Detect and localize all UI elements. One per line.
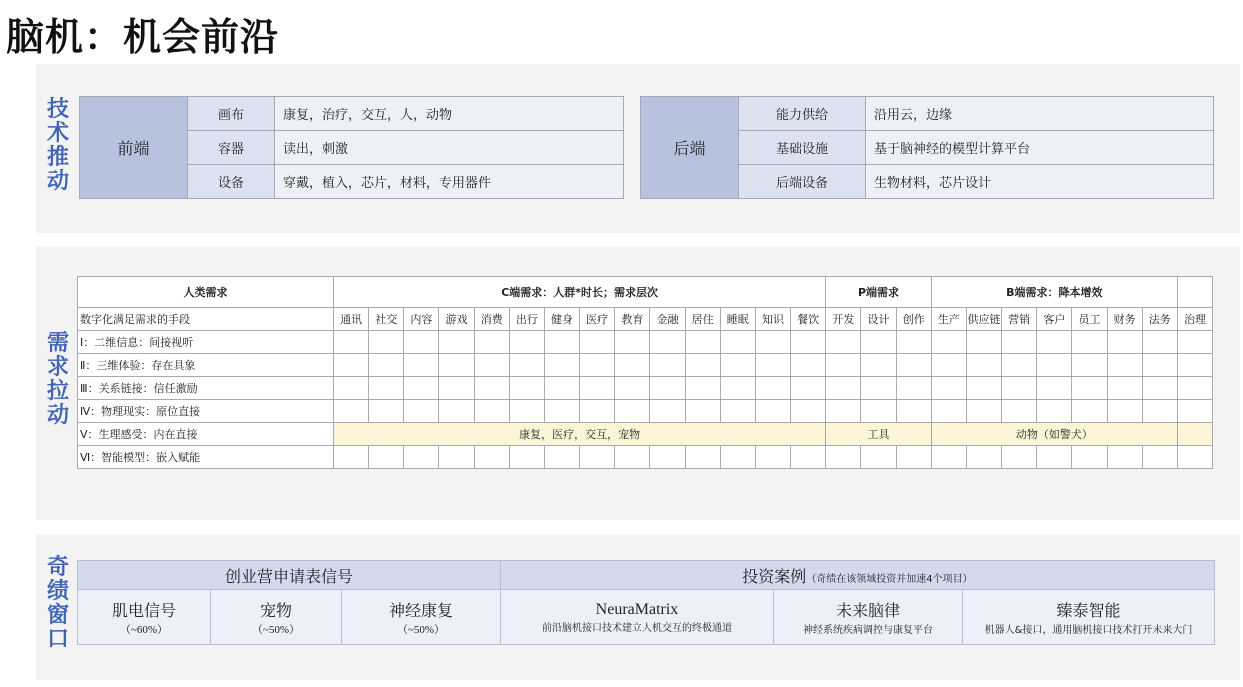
demand-row-label: Ⅴ：生理感受：内在直接: [78, 423, 334, 446]
miracle-window-label: [46, 556, 70, 652]
back-end-title: 后端: [641, 97, 739, 199]
matrix-cell: [1002, 446, 1037, 469]
demand-row-label: Ⅲ：关系链接：信任激励: [78, 377, 334, 400]
matrix-cell: [755, 354, 790, 377]
matrix-cell: [650, 354, 685, 377]
matrix-cell: [509, 377, 544, 400]
case-cell: [963, 590, 1215, 645]
matrix-cell: [1072, 354, 1107, 377]
matrix-cell: [509, 446, 544, 469]
matrix-cell: [334, 446, 369, 469]
matrix-cell: [1142, 400, 1177, 423]
front-category: 设备: [188, 165, 275, 199]
label-char: 需: [46, 331, 69, 356]
case-cell: [501, 590, 774, 645]
matrix-cell: [826, 377, 861, 400]
matrix-cell: [755, 331, 790, 354]
back-category: 能力供给: [739, 97, 866, 131]
tech-push-label: [46, 98, 70, 194]
b-side-header: B端需求：降本增效: [931, 277, 1177, 308]
tech-push-panel: [36, 64, 1240, 233]
matrix-cell: [1107, 331, 1142, 354]
matrix-cell: [544, 400, 579, 423]
matrix-cell: [791, 377, 826, 400]
p-side-header: P端需求: [826, 277, 931, 308]
matrix-cell: [791, 331, 826, 354]
means-label: 数字化满足需求的手段: [78, 308, 334, 331]
matrix-cell: [404, 446, 439, 469]
label-char: 动: [46, 169, 69, 194]
matrix-cell: [474, 331, 509, 354]
matrix-cell: [1002, 377, 1037, 400]
matrix-cell: [509, 331, 544, 354]
c-side-header: C端需求：人群*时长；需求层次: [334, 277, 826, 308]
matrix-cell: [404, 331, 439, 354]
matrix-cell: [650, 377, 685, 400]
matrix-cell: [966, 354, 1001, 377]
column-header: 通讯: [334, 308, 369, 331]
column-header: 客户: [1037, 308, 1072, 331]
matrix-cell: [580, 446, 615, 469]
matrix-cell: [404, 354, 439, 377]
matrix-cell: [1072, 331, 1107, 354]
matrix-cell: [896, 400, 931, 423]
matrix-cell: [1072, 446, 1107, 469]
matrix-cell: [1037, 446, 1072, 469]
matrix-cell: [1037, 400, 1072, 423]
matrix-cell: [580, 354, 615, 377]
label-char: 口: [46, 627, 69, 652]
matrix-cell: [369, 331, 404, 354]
matrix-cell: [755, 400, 790, 423]
column-header: 员工: [1072, 308, 1107, 331]
matrix-cell: [580, 400, 615, 423]
cases-header-cell: [501, 561, 1215, 590]
matrix-cell: [544, 354, 579, 377]
column-header: 设计: [861, 308, 896, 331]
case-cell: [774, 590, 963, 645]
matrix-cell: [404, 400, 439, 423]
matrix-cell: [404, 377, 439, 400]
matrix-cell: [650, 331, 685, 354]
matrix-cell: [1177, 446, 1212, 469]
case-name: 臻泰智能: [1056, 601, 1121, 620]
matrix-cell: [334, 377, 369, 400]
matrix-cell: [544, 446, 579, 469]
matrix-cell: [1037, 354, 1072, 377]
column-header: 教育: [615, 308, 650, 331]
signal-name: 肌电信号: [111, 600, 176, 620]
human-demand-header: 人类需求: [78, 277, 334, 308]
column-header: 创作: [896, 308, 931, 331]
matrix-cell: [1107, 400, 1142, 423]
matrix-cell: [1107, 446, 1142, 469]
demand-row-label: Ⅳ：物理现实：原位直接: [78, 400, 334, 423]
matrix-cell: [685, 331, 720, 354]
signal-cell: [78, 590, 211, 645]
matrix-cell: [1037, 331, 1072, 354]
matrix-cell: [1142, 446, 1177, 469]
label-char: 奇: [46, 555, 69, 580]
matrix-cell: [544, 331, 579, 354]
label-char: 动: [46, 403, 69, 428]
matrix-cell: [474, 400, 509, 423]
matrix-cell: [334, 400, 369, 423]
cases-note: （奇绩在该领域投资并加速4个项目）: [806, 573, 973, 585]
matrix-cell: [720, 377, 755, 400]
matrix-cell: [580, 377, 615, 400]
matrix-cell: [1072, 400, 1107, 423]
front-value: 康复，治疗，交互，人，动物: [275, 97, 624, 131]
matrix-cell: [1177, 277, 1212, 308]
matrix-cell: [650, 446, 685, 469]
column-header: 法务: [1142, 308, 1177, 331]
demand-row-label: Ⅵ：智能模型：嵌入赋能: [78, 446, 334, 469]
matrix-cell: [509, 354, 544, 377]
matrix-cell: [896, 377, 931, 400]
signal-share: （~50%）: [396, 623, 446, 636]
matrix-cell: [474, 354, 509, 377]
page-title: 脑机：机会前沿: [6, 15, 280, 59]
column-header: 财务: [1107, 308, 1142, 331]
matrix-cell: [1107, 354, 1142, 377]
matrix-cell: [1177, 354, 1212, 377]
front-end-table: [79, 96, 624, 199]
matrix-cell: [369, 446, 404, 469]
miracle-window-panel: [36, 534, 1240, 680]
column-header: 健身: [544, 308, 579, 331]
matrix-cell: [685, 400, 720, 423]
matrix-cell: [826, 331, 861, 354]
matrix-cell: [439, 354, 474, 377]
highlight-c-cell: 康复，医疗，交互，宠物: [334, 423, 826, 446]
column-header: 营销: [1002, 308, 1037, 331]
matrix-cell: [544, 377, 579, 400]
signal-cell: [342, 590, 501, 645]
matrix-cell: [720, 446, 755, 469]
demand-matrix-table: [77, 276, 1213, 469]
matrix-cell: [755, 377, 790, 400]
label-char: 技: [46, 97, 69, 122]
matrix-cell: [509, 400, 544, 423]
column-header: 治理: [1177, 308, 1212, 331]
matrix-cell: [826, 400, 861, 423]
label-char: 窗: [46, 603, 69, 628]
matrix-cell: [826, 354, 861, 377]
matrix-cell: [720, 331, 755, 354]
back-category: 后端设备: [739, 165, 866, 199]
signal-name: 宠物: [259, 600, 292, 620]
column-header: 出行: [509, 308, 544, 331]
matrix-cell: [369, 354, 404, 377]
column-header: 游戏: [439, 308, 474, 331]
matrix-cell: [580, 331, 615, 354]
matrix-cell: [439, 400, 474, 423]
matrix-cell: [966, 446, 1001, 469]
demand-row-label: Ⅱ：三维体验：存在具象: [78, 354, 334, 377]
matrix-cell: [861, 377, 896, 400]
demand-pull-label: [46, 332, 70, 428]
matrix-cell: [966, 377, 1001, 400]
highlight-p-cell: 工具: [826, 423, 931, 446]
matrix-cell: [615, 377, 650, 400]
column-header: 内容: [404, 308, 439, 331]
matrix-cell: [896, 331, 931, 354]
back-end-table: [640, 96, 1214, 199]
case-desc: 前沿脑机接口技术建立人机交互的终极通道: [542, 622, 732, 634]
signal-name: 神经康复: [388, 600, 453, 620]
signals-cases-table: [77, 560, 1215, 645]
matrix-cell: [650, 400, 685, 423]
matrix-cell: [720, 400, 755, 423]
matrix-cell: [334, 331, 369, 354]
matrix-cell: [1177, 400, 1212, 423]
column-header: 居住: [685, 308, 720, 331]
label-char: 术: [46, 121, 69, 146]
matrix-cell: [931, 331, 966, 354]
cases-header: 投资案例: [742, 566, 807, 586]
matrix-cell: [931, 354, 966, 377]
back-category: 基础设施: [739, 131, 866, 165]
matrix-cell: [1002, 400, 1037, 423]
matrix-cell: [439, 377, 474, 400]
column-header: 生产: [931, 308, 966, 331]
matrix-cell: [861, 400, 896, 423]
column-header: 消费: [474, 308, 509, 331]
matrix-cell: [439, 446, 474, 469]
front-category: 容器: [188, 131, 275, 165]
signal-share: （~60%）: [119, 623, 169, 636]
back-value: 生物材料，芯片设计: [866, 165, 1214, 199]
column-header: 睡眠: [720, 308, 755, 331]
matrix-cell: [931, 400, 966, 423]
matrix-cell: [861, 354, 896, 377]
label-char: 绩: [46, 579, 69, 604]
matrix-cell: [966, 331, 1001, 354]
matrix-cell: [615, 354, 650, 377]
case-name: NeuraMatrix: [595, 600, 679, 618]
matrix-cell: [791, 446, 826, 469]
matrix-cell: [615, 400, 650, 423]
matrix-cell: [439, 331, 474, 354]
column-header: 供应链: [966, 308, 1001, 331]
label-char: 拉: [46, 379, 69, 404]
matrix-cell: [474, 377, 509, 400]
matrix-cell: [474, 446, 509, 469]
back-value: 沿用云，边缘: [866, 97, 1214, 131]
matrix-cell: [1002, 331, 1037, 354]
column-header: 餐饮: [791, 308, 826, 331]
signals-header: 创业营申请表信号: [78, 561, 501, 590]
column-header: 开发: [826, 308, 861, 331]
matrix-cell: [791, 400, 826, 423]
case-name: 未来脑律: [835, 601, 900, 620]
demand-pull-panel: [36, 246, 1240, 520]
matrix-cell: [896, 446, 931, 469]
matrix-cell: [685, 354, 720, 377]
matrix-cell: [861, 331, 896, 354]
matrix-cell: [826, 446, 861, 469]
matrix-cell: [1177, 377, 1212, 400]
front-category: 画布: [188, 97, 275, 131]
column-header: 知识: [755, 308, 790, 331]
matrix-cell: [369, 377, 404, 400]
matrix-cell: [1142, 331, 1177, 354]
matrix-cell: [791, 354, 826, 377]
signal-share: （~50%）: [251, 623, 301, 636]
front-end-title: 前端: [80, 97, 188, 199]
matrix-cell: [896, 354, 931, 377]
matrix-cell: [369, 400, 404, 423]
matrix-cell: [1142, 377, 1177, 400]
matrix-cell: [861, 446, 896, 469]
signal-cell: [211, 590, 342, 645]
matrix-cell: [931, 377, 966, 400]
matrix-cell: [615, 446, 650, 469]
column-header: 金融: [650, 308, 685, 331]
matrix-cell: [1177, 423, 1212, 446]
matrix-cell: [1107, 377, 1142, 400]
back-value: 基于脑神经的模型计算平台: [866, 131, 1214, 165]
matrix-cell: [720, 354, 755, 377]
label-char: 推: [46, 145, 69, 170]
demand-row-label: Ⅰ：二维信息：间接视听: [78, 331, 334, 354]
matrix-cell: [1142, 354, 1177, 377]
case-desc: 神经系统疾病调控与康复平台: [803, 625, 933, 636]
matrix-cell: [931, 446, 966, 469]
matrix-cell: [755, 446, 790, 469]
column-header: 医疗: [580, 308, 615, 331]
matrix-cell: [615, 331, 650, 354]
matrix-cell: [685, 446, 720, 469]
label-char: 求: [46, 355, 69, 380]
matrix-cell: [1002, 354, 1037, 377]
column-header: 社交: [369, 308, 404, 331]
matrix-cell: [1037, 377, 1072, 400]
front-value: 穿戴，植入，芯片，材料，专用器件: [275, 165, 624, 199]
matrix-cell: [1072, 377, 1107, 400]
case-desc: 机器人&接口，通用脑机接口技术打开未来大门: [984, 625, 1193, 636]
matrix-cell: [1177, 331, 1212, 354]
highlight-b-cell: 动物（如警犬）: [931, 423, 1177, 446]
matrix-cell: [334, 354, 369, 377]
matrix-cell: [685, 377, 720, 400]
matrix-cell: [966, 400, 1001, 423]
front-value: 读出，刺激: [275, 131, 624, 165]
